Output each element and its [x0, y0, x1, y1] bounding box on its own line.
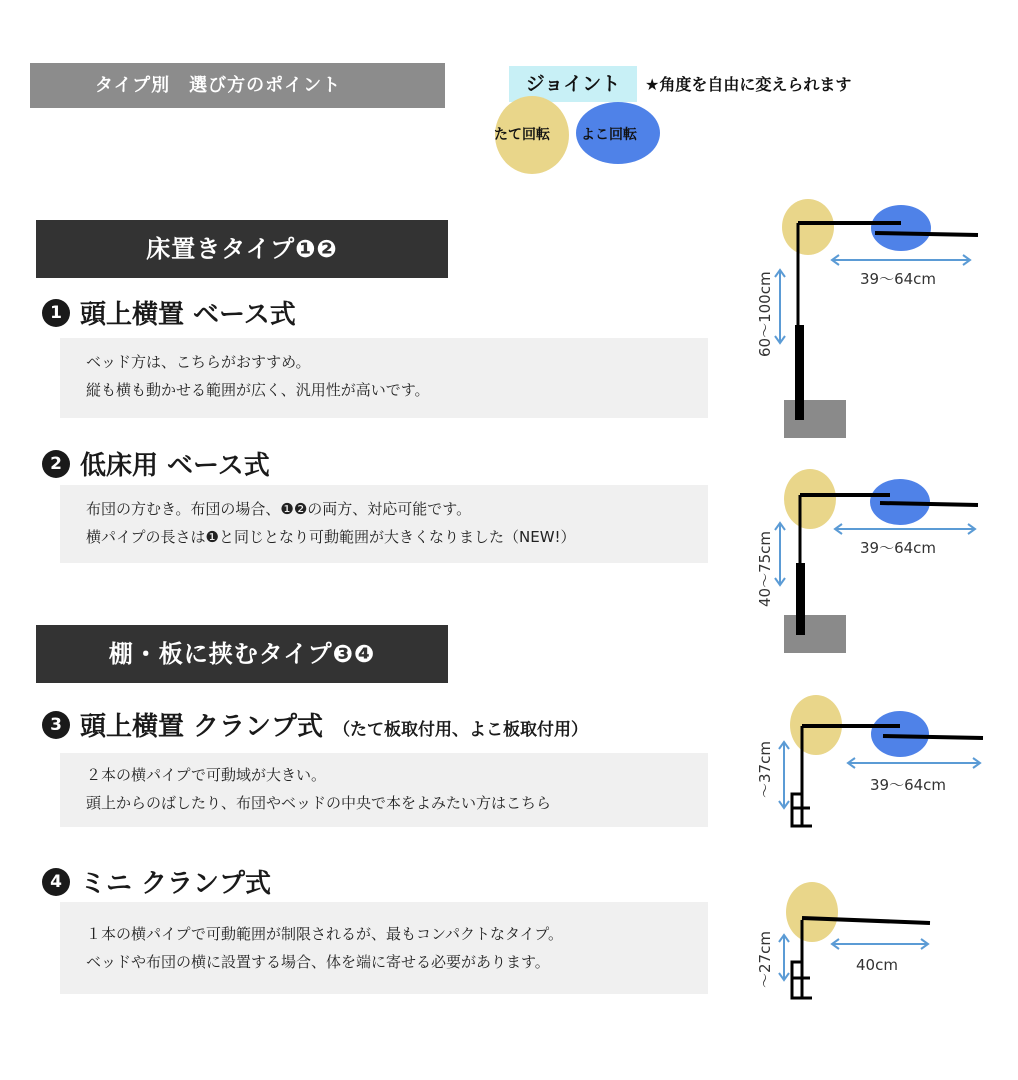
description-line: ベッドや布団の横に設置する場合、体を端に寄せる必要があります。: [86, 953, 550, 971]
page-title: タイプ別 選び方のポイント: [30, 63, 445, 108]
lower-pole: [796, 563, 805, 635]
description-line: 頭上からのばしたり、布団やベッドの中央で本をよみたい方はこちら: [86, 794, 552, 812]
vertical-joint-marker: [782, 199, 834, 255]
horizontal-joint-marker: [871, 711, 929, 757]
joint-tag: ジョイント: [509, 66, 637, 102]
item-4-description: [60, 902, 708, 994]
section-clamp-type-header: 棚・板に挟むタイプ❸❹: [36, 625, 448, 683]
height-label: ～37cm: [756, 741, 774, 798]
item-number-badge: 3: [42, 711, 70, 739]
height-label: 40～75cm: [756, 530, 774, 607]
width-label: 40cm: [856, 956, 898, 974]
item-title-text: 低床用 ベース式: [80, 451, 270, 481]
item-2-title: [42, 445, 270, 482]
horizontal-arm-2: [880, 503, 978, 505]
diagram-3-lamp: [740, 690, 1010, 840]
description-line: ２本の横パイプで可動域が大きい。: [86, 766, 327, 784]
item-1-description: [60, 338, 708, 418]
description-line: 布団の方むき。布団の場合、❶❷の両方、対応可能です。: [86, 500, 472, 518]
lower-pole: [795, 325, 804, 420]
item-number-badge: 4: [42, 868, 70, 896]
diagram-1-lamp: [740, 195, 1010, 445]
vertical-joint-marker: [786, 882, 838, 942]
height-label: ～27cm: [756, 931, 774, 988]
item-title-text: ミニ クランプ式: [80, 869, 272, 899]
width-label: 39～64cm: [870, 776, 947, 794]
description-line: 縦も横も動かせる範囲が広く、汎用性が高いです。: [86, 381, 430, 399]
item-title-text: 頭上横置 ベース式: [80, 300, 296, 330]
section-floor-type-header: 床置きタイプ❶❷: [36, 220, 448, 278]
horizontal-arm-2: [875, 233, 978, 235]
horizontal-arm-2: [883, 736, 983, 738]
width-label: 39～64cm: [860, 270, 937, 288]
item-3-title: [42, 706, 588, 743]
height-label: 60～100cm: [756, 271, 774, 357]
horizontal-joint-marker: [871, 205, 931, 251]
item-1-title: [42, 294, 296, 331]
joint-note: ★角度を自由に変えられます: [645, 75, 852, 94]
description-line: １本の横パイプで可動範囲が制限されるが、最もコンパクトなタイプ。: [86, 925, 564, 943]
diagram-4-lamp: [740, 880, 1010, 1010]
horizontal-rotation-label: よこ回転: [581, 127, 637, 143]
description-line: ベッド方は、こちらがおすすめ。: [86, 353, 311, 371]
floor-base: [784, 615, 846, 653]
item-4-title: [42, 863, 271, 900]
width-label: 39～64cm: [860, 539, 937, 557]
item-number-badge: 2: [42, 450, 70, 478]
vertical-rotation-label: たて回転: [494, 127, 550, 143]
diagram-2-lamp: [740, 465, 1010, 665]
item-subtitle: （たて板取付用、よこ板取付用）: [333, 720, 589, 740]
item-3-description: [60, 753, 708, 827]
item-title-text: 頭上横置 クランプ式: [80, 712, 324, 742]
item-number-badge: 1: [42, 299, 70, 327]
vertical-joint-marker: [784, 469, 836, 529]
floor-base: [784, 400, 846, 438]
description-line: 横パイプの長さは❶と同じとなり可動範囲が大きくなりました（NEW!）: [86, 528, 576, 546]
item-2-description: [60, 485, 708, 563]
